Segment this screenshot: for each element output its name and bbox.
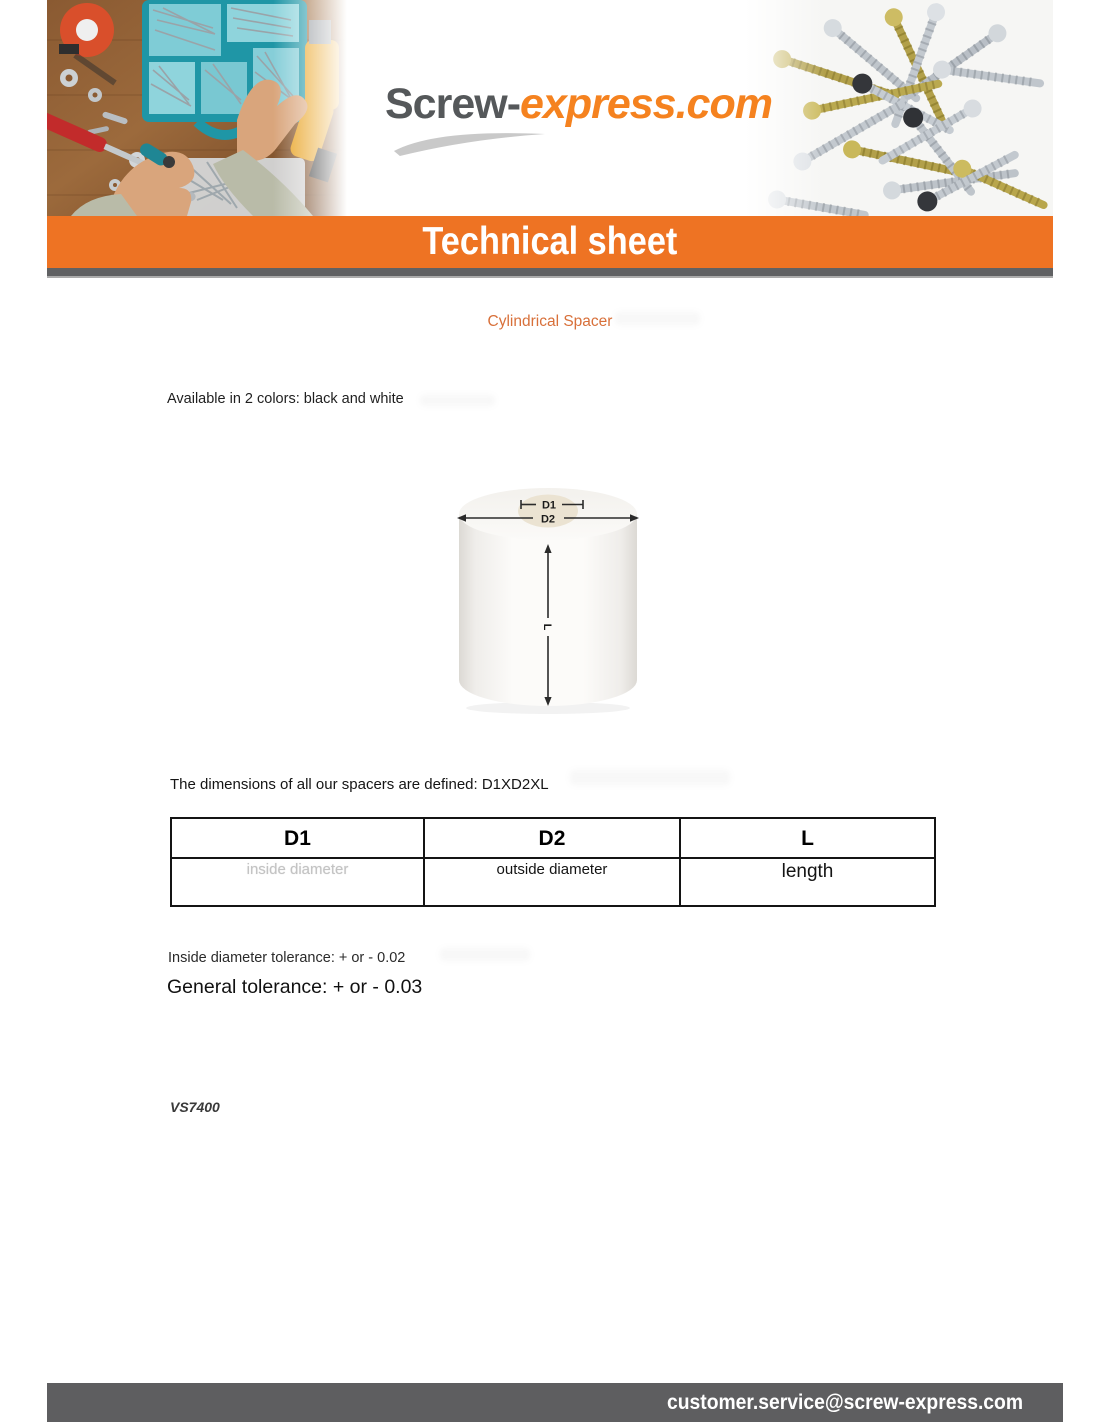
dimensions-table bbox=[170, 817, 936, 907]
scan-artifact bbox=[440, 948, 530, 961]
general-tolerance-text: General tolerance: + or - 0.03 bbox=[167, 976, 423, 998]
table-header-d1: D1 bbox=[172, 819, 423, 859]
dimensions-note: The dimensions of all our spacers are defined: D1XD2XL bbox=[170, 776, 549, 793]
workbench-photo bbox=[47, 0, 347, 216]
availability-text: Available in 2 colors: black and white bbox=[167, 391, 404, 407]
footer-bar bbox=[47, 1383, 1063, 1422]
screws-photo bbox=[745, 0, 1053, 216]
product-reference: VS7400 bbox=[170, 1099, 220, 1115]
scan-artifact bbox=[420, 395, 495, 406]
banner-title: Technical sheet bbox=[422, 220, 678, 263]
scan-artifact bbox=[615, 312, 700, 325]
table-header-l: L bbox=[681, 819, 934, 859]
technical-sheet-banner bbox=[47, 216, 1053, 268]
table-column-l bbox=[681, 819, 934, 905]
site-logo bbox=[385, 80, 772, 129]
logo-prefix: Screw- bbox=[385, 80, 521, 128]
product-title: Cylindrical Spacer bbox=[487, 313, 613, 330]
length-label: L bbox=[541, 623, 553, 631]
logo-suffix: express.com bbox=[520, 80, 772, 128]
d1-label: D1 bbox=[541, 499, 557, 512]
table-cell-inside-diameter: inside diameter bbox=[246, 861, 349, 878]
table-column-d2 bbox=[425, 819, 681, 905]
table-header-d2: D2 bbox=[425, 819, 679, 859]
table-cell-outside-diameter: outside diameter bbox=[496, 861, 608, 878]
table-column-d1 bbox=[172, 819, 425, 905]
logo-swoosh-icon bbox=[390, 127, 548, 157]
banner-divider bbox=[47, 268, 1053, 278]
table-cell-length: length bbox=[781, 861, 834, 882]
customer-service-email: customer.service@screw-express.com bbox=[666, 1391, 1023, 1414]
d2-label: D2 bbox=[540, 513, 556, 526]
scan-artifact bbox=[570, 770, 730, 785]
inside-tolerance-text: Inside diameter tolerance: + or - 0.02 bbox=[168, 950, 406, 966]
spacer-diagram bbox=[447, 478, 649, 718]
